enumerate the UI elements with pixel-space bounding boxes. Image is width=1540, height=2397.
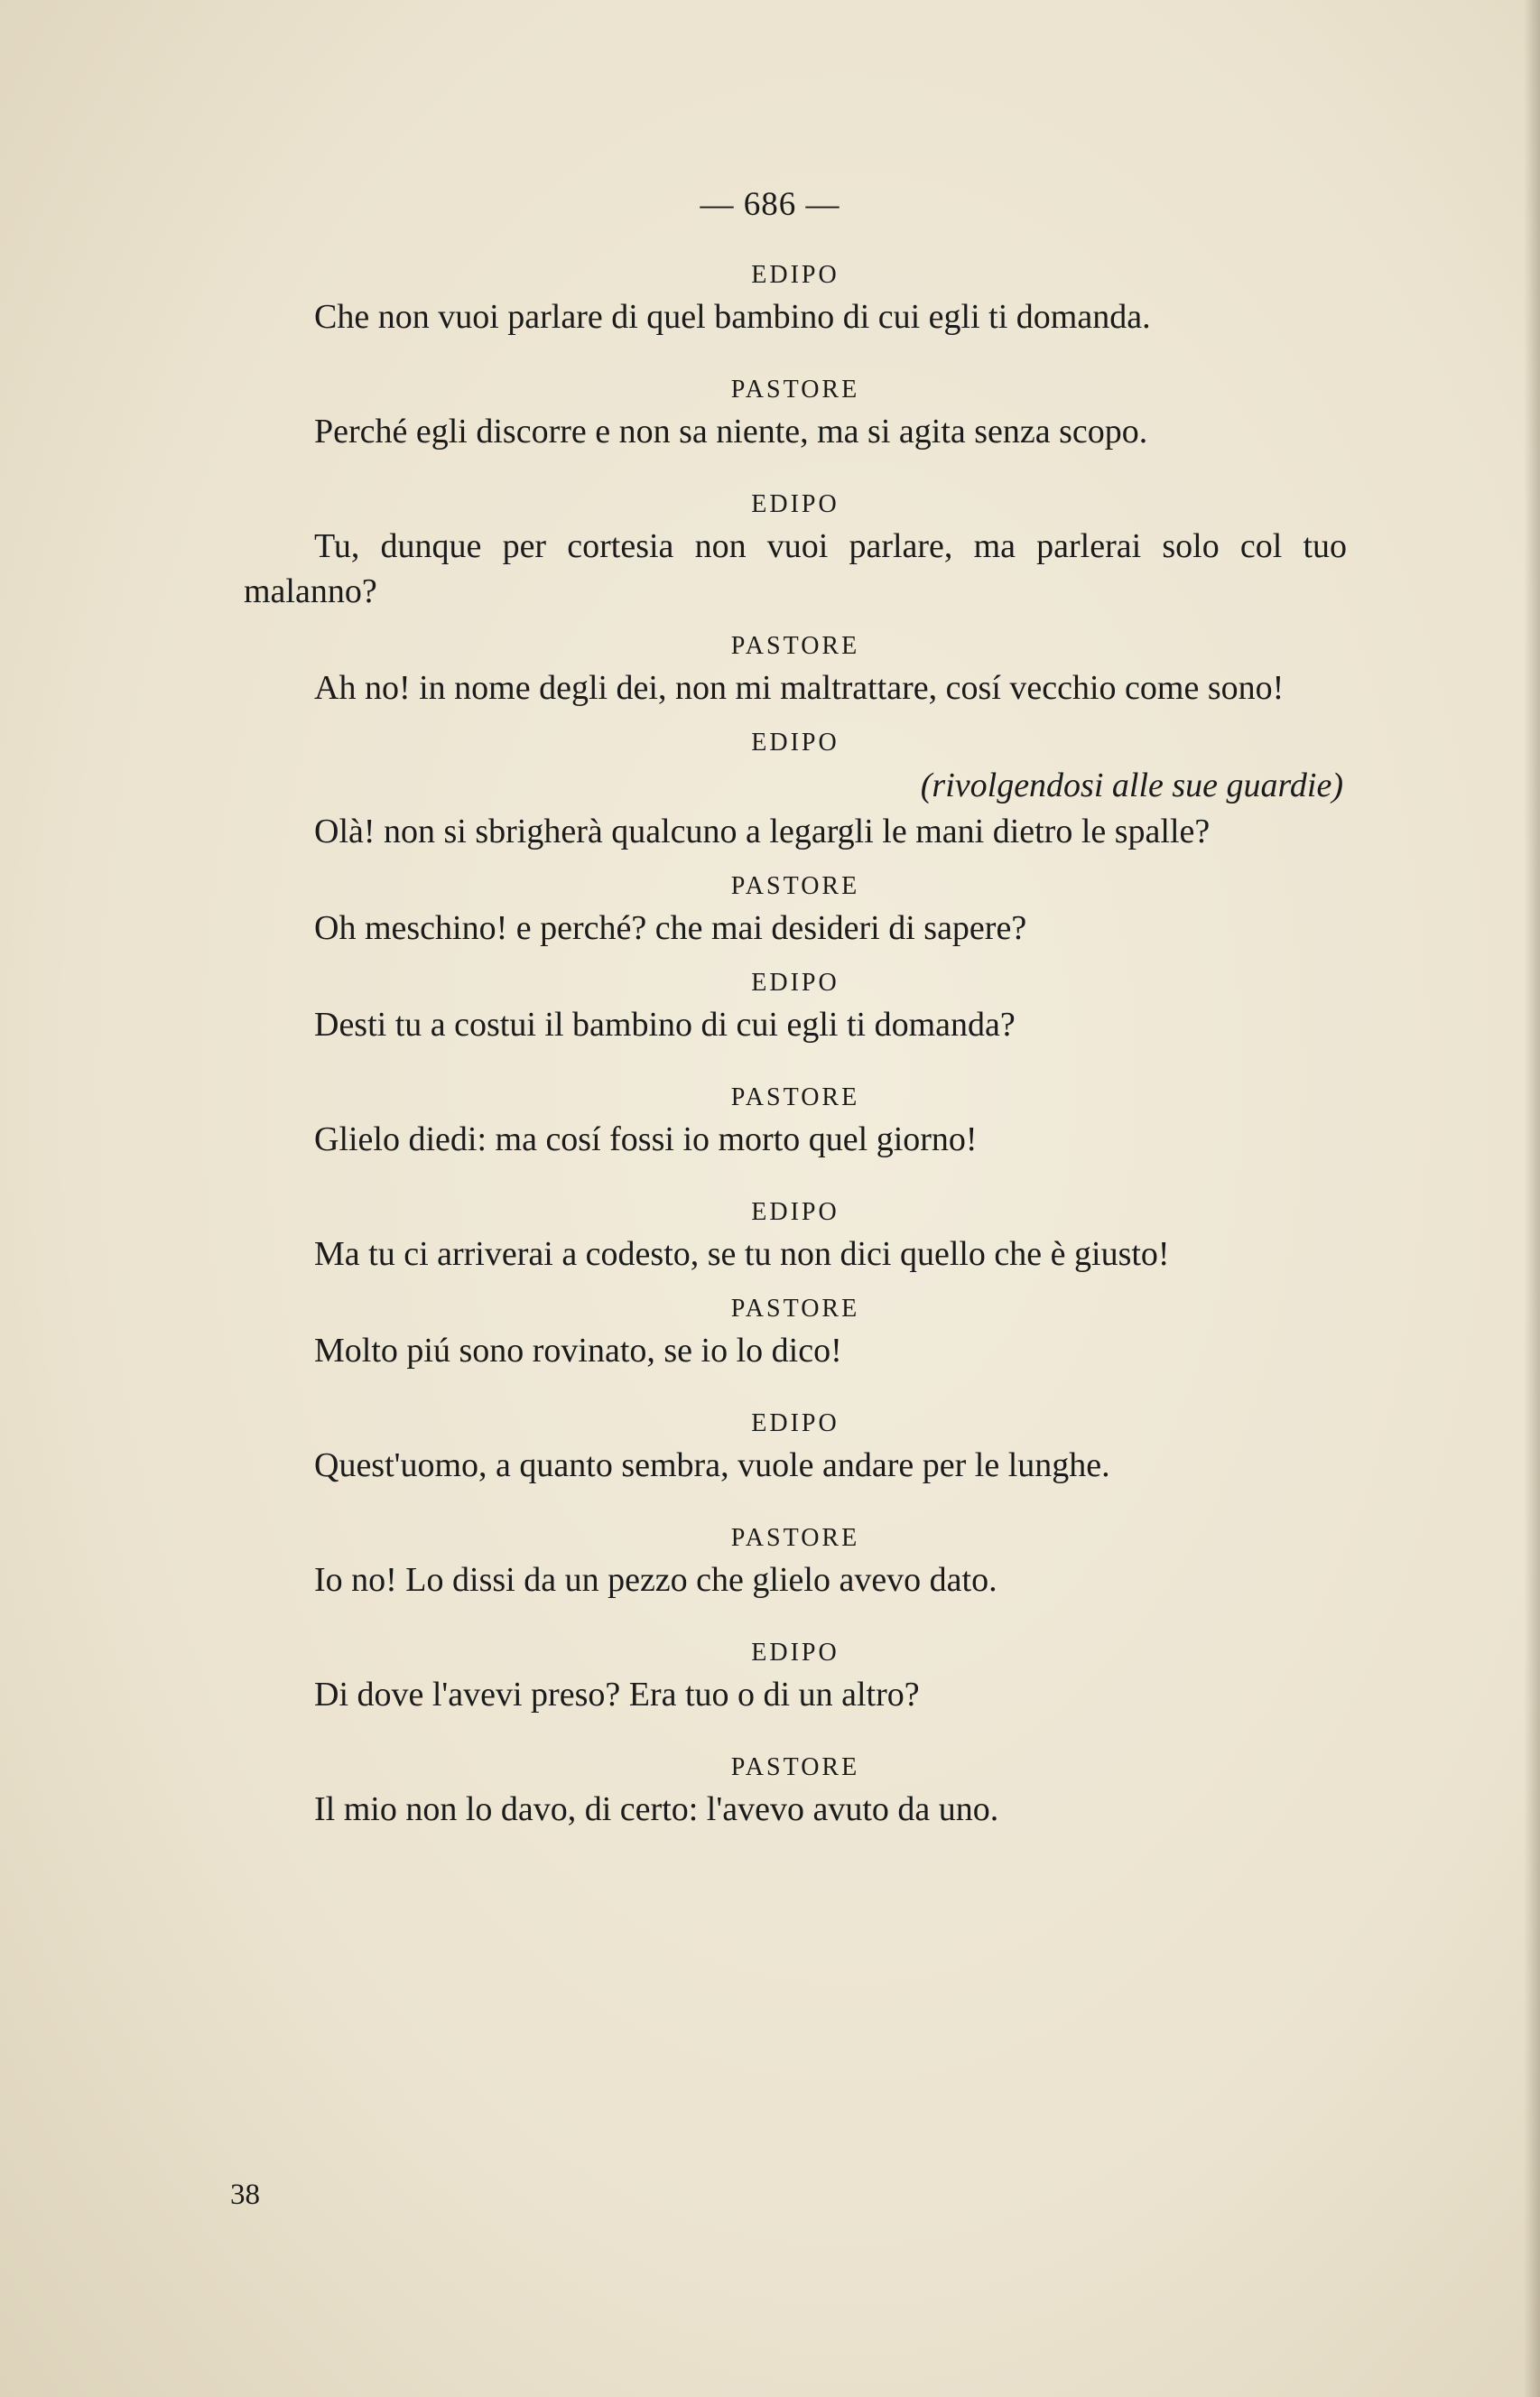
speech-line: Ah no! in nome degli dei, non mi maltrattare, cosí vecchio come sono! [314, 669, 1285, 707]
speech-line: Molto piú sono rovinato, se io lo dico! [314, 1332, 842, 1370]
speech-line: Glielo diedi: ma cosí fossi io morto quel giorno! [314, 1120, 978, 1158]
speech-line: Tu, dunque per cortesia non vuoi parlare, ma parlerai solo col tuo malanno? [244, 527, 1347, 610]
speaker-label: EDIPO [751, 1639, 840, 1667]
page-number-header: — 686 — [700, 186, 840, 223]
page-edge-shadow [1524, 0, 1540, 2397]
speech-line: Oh meschino! e perché? che mai desideri di sapere? [314, 909, 1027, 947]
speaker-label: PASTORE [730, 376, 860, 404]
speaker-label: PASTORE [730, 1083, 860, 1111]
speech-line: Che non vuoi parlare di quel bambino di cui egli ti domanda. [314, 298, 1151, 336]
speech-line: Di dove l'avevi preso? Era tuo o di un altro? [314, 1676, 920, 1714]
speaker-label: EDIPO [751, 1198, 840, 1226]
speech-line: Olà! non si sbrigherà qualcuno a legargli le mani dietro le spalle? [314, 813, 1211, 850]
speaker-label: PASTORE [730, 1524, 860, 1552]
speaker-label: PASTORE [730, 872, 860, 900]
speaker-label: EDIPO [751, 490, 840, 518]
speaker-label: PASTORE [730, 1753, 860, 1781]
speaker-label: EDIPO [751, 1409, 840, 1437]
dialogue-body [244, 255, 1347, 1863]
speaker-label: PASTORE [730, 1295, 860, 1323]
speech-line: Desti tu a costui il bambino di cui egli ti domanda? [314, 1006, 1016, 1044]
speech-line: Perché egli discorre e non sa niente, ma si agita senza scopo. [314, 413, 1148, 451]
speaker-label: EDIPO [751, 969, 840, 997]
speaker-label: EDIPO [751, 261, 840, 289]
signature-mark: 38 [230, 2179, 260, 2211]
speech-line: Ma tu ci arriverai a codesto, se tu non dici quello che è giusto! [314, 1235, 1170, 1273]
speech-line: Il mio non lo davo, di certo: l'avevo avuto da uno. [314, 1790, 999, 1828]
stage-direction: (rivolgendosi alle sue guardie) [920, 766, 1343, 804]
speaker-label: EDIPO [751, 729, 840, 757]
speech-line: Quest'uomo, a quanto sembra, vuole andare per le lunghe. [314, 1446, 1110, 1484]
speech-line: Io no! Lo dissi da un pezzo che glielo avevo dato. [314, 1561, 997, 1599]
speaker-label: PASTORE [730, 632, 860, 660]
